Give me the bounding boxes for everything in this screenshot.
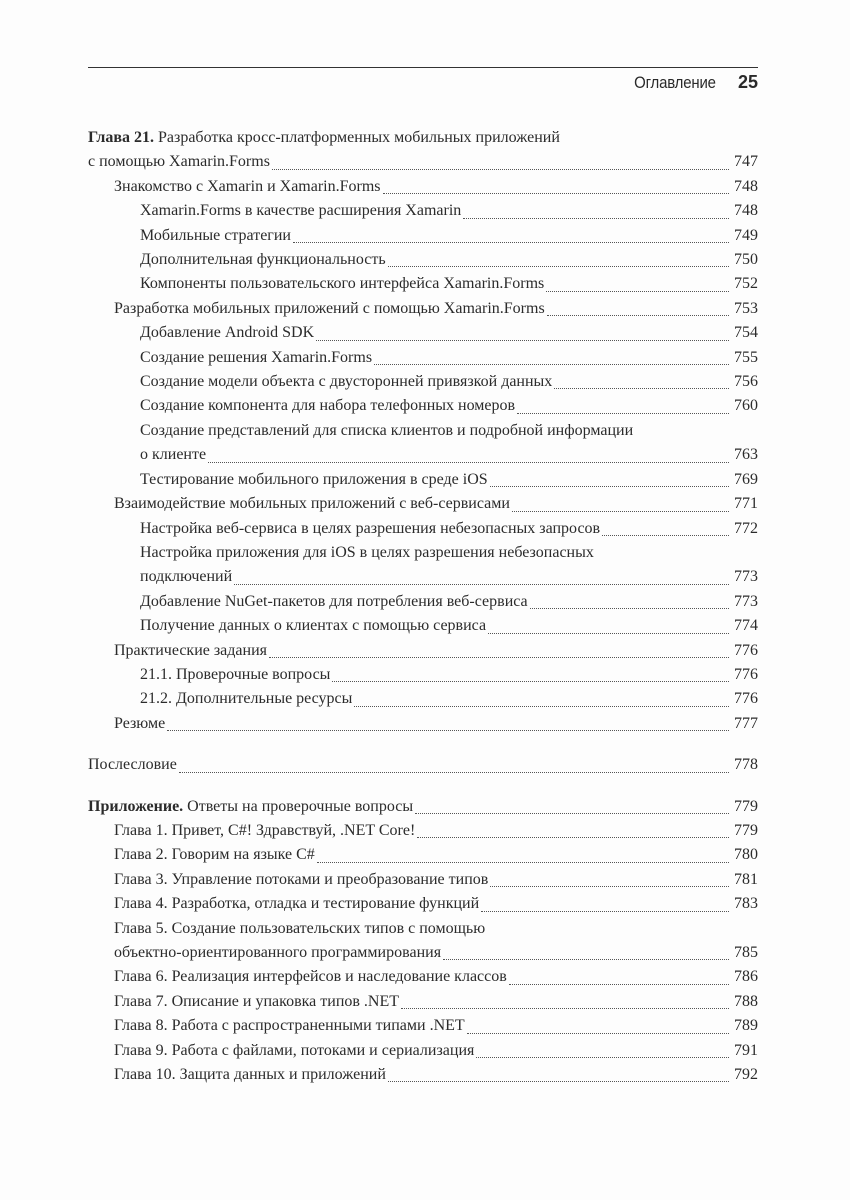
- spacer: [88, 736, 758, 753]
- entry-text: Добавление NuGet-пакетов для потребления веб-сервиса: [140, 592, 528, 610]
- dot-leader: [443, 953, 729, 960]
- spacer: [88, 778, 758, 795]
- entry-text: Глава 10. Защита данных и приложений: [114, 1066, 386, 1084]
- page-ref: 789: [734, 1017, 758, 1035]
- entry-text: Разработка кросс-платформенных мобильных приложений: [154, 129, 560, 146]
- toc-list-c: [88, 590, 758, 736]
- dot-leader: [509, 978, 729, 985]
- entry-text: Настройка приложения для iOS в целях разрешения небезопасных: [140, 543, 594, 561]
- page-ref: 749: [734, 226, 758, 244]
- page-ref: 754: [734, 324, 758, 342]
- dot-leader: [554, 382, 729, 389]
- entry-text: Настройка веб-сервиса в целях разрешения небезопасных запросов: [140, 519, 601, 537]
- dot-leader: [463, 212, 729, 219]
- page-ref: 756: [734, 373, 758, 391]
- entry-text: Резюме: [114, 714, 166, 732]
- page-ref: 748: [734, 202, 758, 220]
- entry-text: 21.2. Дополнительные ресурсы: [140, 690, 353, 708]
- entry-text: Знакомство с Xamarin и Xamarin.Forms: [114, 177, 381, 195]
- dot-leader: [546, 285, 729, 292]
- dot-leader: [354, 700, 729, 707]
- entry-text: Взаимодействие мобильных приложений с веб-сервисами: [114, 495, 510, 513]
- entry-text: Мобильные стратегии: [140, 226, 291, 244]
- page-ref: 779: [734, 821, 758, 839]
- entry-text: с помощью Xamarin.Forms: [88, 153, 270, 171]
- toc-entry-create-views[interactable]: [88, 419, 758, 468]
- toc-entry[interactable]: [88, 1063, 758, 1087]
- entry-text: Создание представлений для списка клиентов и подробной информации: [140, 421, 634, 439]
- page-ref: 773: [734, 568, 758, 586]
- entry-text: Добавление Android SDK: [140, 324, 315, 342]
- dot-leader: [167, 724, 729, 731]
- entry-text: Практические задания: [114, 641, 268, 659]
- toc-entry[interactable]: [88, 712, 758, 736]
- toc-entry[interactable]: [88, 1014, 758, 1038]
- toc-entry-ios-settings[interactable]: [88, 541, 758, 590]
- dot-leader: [317, 856, 729, 863]
- page-ref: 785: [734, 944, 758, 961]
- dot-leader: [490, 480, 729, 487]
- entry-text: Тестирование мобильного приложения в среде iOS: [140, 470, 488, 488]
- entry-text: Послесловие: [88, 756, 177, 774]
- entry-text: Глава 2. Говорим на языке C#: [114, 846, 315, 864]
- dot-leader: [388, 1075, 729, 1082]
- dot-leader: [517, 407, 729, 414]
- dot-leader: [547, 309, 729, 316]
- toc-entry[interactable]: [88, 394, 758, 418]
- page-ref: 747: [734, 153, 758, 171]
- toc-entry[interactable]: [88, 990, 758, 1014]
- table-of-contents: [88, 126, 758, 1087]
- toc-entry[interactable]: [88, 492, 758, 516]
- page-ref: 772: [734, 519, 758, 537]
- header-rule: [88, 67, 758, 68]
- toc-entry[interactable]: [88, 224, 758, 248]
- entry-text: Ответы на проверочные вопросы: [183, 797, 414, 815]
- entry-text: Создание решения Xamarin.Forms: [140, 348, 373, 366]
- chapter-prefix: Глава 21.: [88, 129, 154, 146]
- dot-leader: [332, 675, 729, 682]
- toc-entry[interactable]: [88, 843, 758, 867]
- toc-entry-chapter-21[interactable]: [88, 126, 758, 175]
- dot-leader: [415, 807, 729, 814]
- entry-text: Компоненты пользовательского интерфейса Xamarin.Forms: [140, 275, 545, 293]
- page-ref: 774: [734, 617, 758, 635]
- page-ref: 755: [734, 348, 758, 366]
- appendix-prefix: Приложение.: [88, 797, 184, 815]
- entry-text: подключений: [140, 568, 233, 586]
- dot-leader: [272, 163, 729, 170]
- page-ref: 777: [734, 714, 758, 732]
- toc-entry-chapter-5-answers[interactable]: [88, 917, 758, 966]
- page-ref: 760: [734, 397, 758, 415]
- toc-entry[interactable]: [88, 892, 758, 916]
- entry-text: Создание компонента для набора телефонных номеров: [140, 397, 516, 415]
- page-ref: 752: [734, 275, 758, 293]
- toc-entry[interactable]: [88, 663, 758, 687]
- dot-leader: [401, 1002, 729, 1009]
- entry-text: Глава 1. Привет, C#! Здравствуй, .NET Core!: [114, 821, 416, 839]
- dot-leader: [208, 456, 729, 463]
- toc-entry[interactable]: [88, 965, 758, 989]
- toc-entry[interactable]: [88, 1039, 758, 1063]
- dot-leader: [234, 578, 729, 585]
- page-ref: 776: [734, 641, 758, 659]
- dot-leader: [602, 529, 729, 536]
- toc-entry[interactable]: [88, 517, 758, 541]
- toc-entry[interactable]: [88, 614, 758, 638]
- entry-text: Создание модели объекта с двусторонней привязкой данных: [140, 373, 553, 391]
- toc-entry[interactable]: [88, 321, 758, 345]
- page-ref: 788: [734, 992, 758, 1010]
- dot-leader: [374, 358, 729, 365]
- entry-text: Получение данных о клиентах с помощью сервиса: [140, 617, 487, 635]
- page-ref: 781: [734, 870, 758, 888]
- toc-entry[interactable]: [88, 687, 758, 711]
- page-ref: 776: [734, 665, 758, 683]
- entry-text: Глава 4. Разработка, отладка и тестирование функций: [114, 895, 480, 913]
- dot-leader: [512, 505, 729, 512]
- toc-entry[interactable]: [88, 868, 758, 892]
- toc-entry[interactable]: [88, 639, 758, 663]
- entry-text: Xamarin.Forms в качестве расширения Xamarin: [140, 202, 462, 220]
- page-ref: 776: [734, 690, 758, 708]
- page-ref: 779: [734, 797, 758, 815]
- toc-entry[interactable]: [88, 468, 758, 492]
- toc-entry[interactable]: [88, 248, 758, 272]
- page-ref: 753: [734, 299, 758, 317]
- dot-leader: [490, 880, 729, 887]
- entry-text: Разработка мобильных приложений с помощью Xamarin.Forms: [114, 299, 545, 317]
- page-ref: 780: [734, 846, 758, 864]
- dot-leader: [316, 334, 729, 341]
- running-title: Оглавление: [634, 73, 716, 92]
- dot-leader: [530, 602, 729, 609]
- page-ref: 769: [734, 470, 758, 488]
- page-number: 25: [737, 72, 758, 92]
- running-head: [623, 72, 758, 93]
- toc-entry-afterword[interactable]: [88, 753, 758, 777]
- entry-text: Глава 6. Реализация интерфейсов и наследование классов: [114, 968, 507, 986]
- dot-leader: [476, 1051, 729, 1058]
- entry-text: Глава 5. Создание пользовательских типов с помощью: [114, 919, 486, 937]
- entry-text: Глава 9. Работа с файлами, потоками и сериализация: [114, 1041, 475, 1059]
- entry-text: о клиенте: [140, 446, 207, 464]
- dot-leader: [179, 766, 729, 773]
- entry-text: Глава 3. Управление потоками и преобразование типов: [114, 870, 489, 888]
- page-ref: 773: [734, 592, 758, 610]
- page-ref: 778: [734, 756, 758, 774]
- toc-entry[interactable]: [88, 199, 758, 223]
- page-ref: 791: [734, 1041, 758, 1059]
- toc-entry[interactable]: [88, 346, 758, 370]
- dot-leader: [481, 905, 729, 912]
- entry-text: 21.1. Проверочные вопросы: [140, 665, 331, 683]
- entry-text: Дополнительная функциональность: [140, 251, 386, 269]
- toc-entry[interactable]: [88, 819, 758, 843]
- dot-leader: [388, 260, 729, 267]
- page-ref: 771: [734, 495, 758, 513]
- dot-leader: [488, 627, 729, 634]
- page-ref: 783: [734, 895, 758, 913]
- page-ref: 763: [734, 446, 758, 464]
- toc-list-d: [88, 819, 758, 917]
- toc-entry-appendix[interactable]: [88, 795, 758, 819]
- dot-leader: [383, 187, 729, 194]
- page-ref: 792: [734, 1066, 758, 1084]
- page-ref: 786: [734, 968, 758, 986]
- toc-entry[interactable]: [88, 297, 758, 321]
- page-ref: 748: [734, 177, 758, 195]
- dot-leader: [467, 1027, 729, 1034]
- page-ref: 750: [734, 251, 758, 269]
- toc-list-b: [88, 468, 758, 541]
- entry-text: объектно-ориентированного программирования: [114, 944, 442, 961]
- toc-entry[interactable]: [88, 590, 758, 614]
- dot-leader: [293, 236, 729, 243]
- dot-leader: [269, 651, 729, 658]
- entry-text: Глава 8. Работа с распространенными типами .NET: [114, 1017, 465, 1035]
- toc-list-e: [88, 965, 758, 1087]
- entry-text: Глава 7. Описание и упаковка типов .NET: [114, 992, 400, 1010]
- toc-entry[interactable]: [88, 272, 758, 296]
- toc-entry[interactable]: [88, 175, 758, 199]
- toc-list-a: [88, 175, 758, 419]
- toc-entry[interactable]: [88, 370, 758, 394]
- dot-leader: [417, 831, 729, 838]
